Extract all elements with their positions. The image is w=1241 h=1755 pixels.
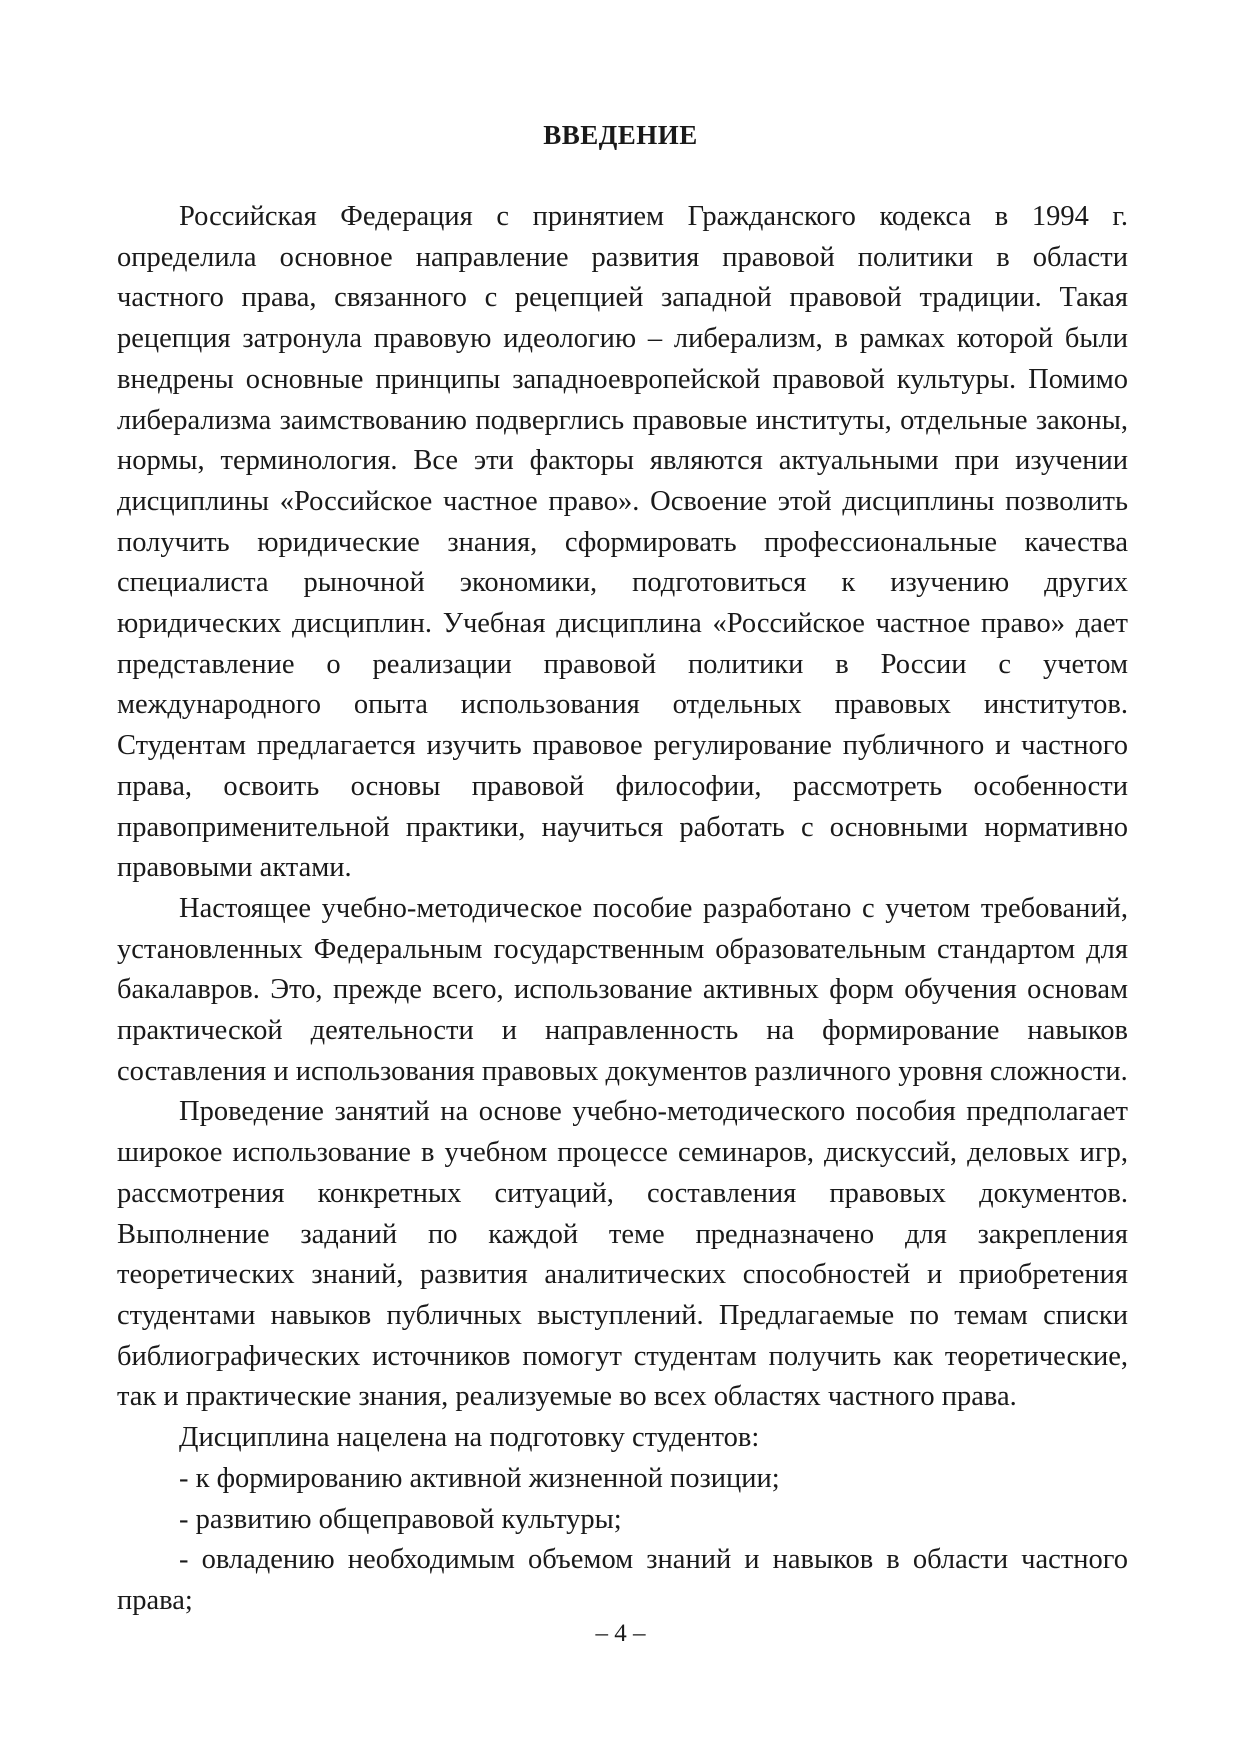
list-item: - овладению необходимым объемом знаний и навыков в области частного права; xyxy=(117,1544,1128,1616)
list-item: - к формированию активной жизненной позиции; xyxy=(179,1462,780,1494)
page-title: ВВЕДЕНИЕ xyxy=(543,120,698,150)
paragraph: Проведение занятий на основе учебно-методического пособия предполагает широкое использование в учебном процессе семинаров, дискуссий, деловых игр, рассмотрения конкретных ситуаций, составления правовых документов. Выполнение заданий по каждой теме предназначено для закрепления теоретических знаний, развития аналитических способностей и приобретения студентами навыков публичных выступлений. Предлагаемые по темам списки библиографических источников помогут студентам получить как теоретические, так и практические знания, реализуемые во всех областях частного права. xyxy=(117,1096,1128,1413)
paragraph: Настоящее учебно-методическое пособие разработано с учетом требований, установленных Федеральным государственным образовательным стандартом для бакалавров. Это, прежде всего, использование активных форм обучения основам практической деятельности и направленность на формирование навыков составления и использования правовых документов различного уровня сложности. xyxy=(117,892,1128,1087)
page-number: – 4 – xyxy=(595,1620,646,1647)
paragraph: Дисциплина нацелена на подготовку студентов: xyxy=(179,1422,760,1454)
document-body xyxy=(117,197,1128,1622)
paragraph: Российская Федерация с принятием Гражданского кодекса в 1994 г. определила основное направление развития правовой политики в области частного права, связанного с рецепцией западной правовой традиции. Такая рецепция затронула правовую идеологию – либерализм, в рамках которой были внедрены основные принципы западноевропейской правовой культуры. Помимо либерализма заимствованию подверглись правовые институты, отдельные законы, нормы, терминология. Все эти факторы являются актуальными при изучении дисциплины «Российское частное право». Освоение этой дисциплины позволить получить юридические знания, сформировать профессиональные качества специалиста рыночной экономики, подготовиться к изучению других юридических дисциплин. Учебная дисциплина «Российское частное право» дает представление о реализации правовой политики в России с учетом международного опыта использования отдельных правовых институтов. Студентам предлагается изучить правовое регулирование публичного и частного права, освоить основы правовой философии, рассмотреть особенности правоприменительной практики, научиться работать с основными нормативно правовыми актами. xyxy=(117,201,1128,884)
list-item: - развитию общеправовой культуры; xyxy=(179,1503,622,1535)
